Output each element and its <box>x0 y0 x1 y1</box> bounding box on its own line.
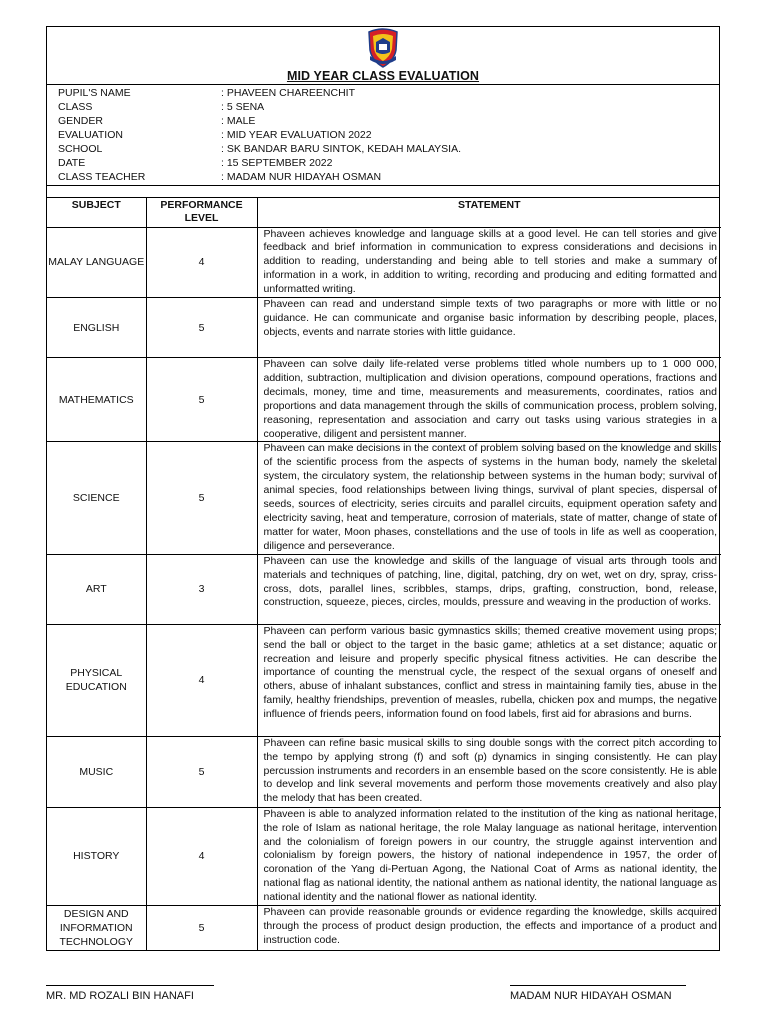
level-cell: 5 <box>146 736 257 807</box>
subject-cell: ENGLISH <box>47 298 146 358</box>
signature-left <box>46 985 214 1002</box>
subject-cell: ART <box>47 554 146 624</box>
info-label: DATE <box>58 157 86 169</box>
subject-cell: PHYSICAL EDUCATION <box>47 624 146 736</box>
level-cell: 5 <box>146 906 257 951</box>
statement-cell: Phaveen can read and understand simple texts of two paragraphs or more with little or no guidance. He can communicate and organise basic information by describing people, places, objects, events and narrate stories with little guidance. <box>257 298 721 358</box>
statement-cell: Phaveen can use the knowledge and skills of the language of visual arts through tools and materials and techniques of patching, line, digital, patching, dry on wet, wet on dry, spray, criss-cross, dots, parallel lines, scribbles, stamps, drips, grafting, construction, bond, release, construction, squeeze, pieces, circles, moulds, pressure and weaving in the production of works. <box>257 554 721 624</box>
statement-cell: Phaveen is able to analyzed information related to the institution of the king as national heritage, the role of Islam as national heritage, the role Malay language as national heritage, intervention and the colonialism of foreign powers in our country, the struggle against intervention and colonialism by foreign powers, the history of national independence in 1957, the order of coronation of the Yang di-Pertuan Agong, the National Coat of Arms as national identity, the national flag as national identity, the national anthem as national identity, the national language as national identity and the national flower as national identity. <box>257 807 721 905</box>
subject-cell: MALAY LANGUAGE <box>47 227 146 298</box>
subject-cell: DESIGN AND INFORMATION TECHNOLOGY <box>47 906 146 951</box>
info-row-date <box>58 156 719 170</box>
page-title: MID YEAR CLASS EVALUATION <box>286 69 480 83</box>
info-row-class-teacher <box>58 170 719 184</box>
signatory-name-right: MADAM NUR HIDAYAH OSMAN <box>510 990 672 1002</box>
info-label: SCHOOL <box>58 143 103 155</box>
info-label: GENDER <box>58 115 103 127</box>
subject-cell: HISTORY <box>47 807 146 905</box>
info-label: CLASS TEACHER <box>58 171 146 183</box>
subject-cell: MATHEMATICS <box>47 358 146 442</box>
school-crest-icon <box>366 28 400 68</box>
evaluation-table <box>47 198 721 950</box>
evaluation-sheet <box>46 26 720 951</box>
level-cell: 4 <box>146 624 257 736</box>
statement-cell: Phaveen can provide reasonable grounds or evidence regarding the knowledge, skills acquired through the process of product design production, the effects and importance of a product and instruction code. <box>257 906 721 951</box>
signature-right <box>510 985 686 1002</box>
subject-cell: MUSIC <box>47 736 146 807</box>
info-row-evaluation <box>58 128 719 142</box>
column-header-subject: SUBJECT <box>47 198 146 227</box>
info-label: EVALUATION <box>58 129 123 141</box>
info-row-class <box>58 100 719 114</box>
table-row <box>47 358 721 442</box>
table-row <box>47 906 721 951</box>
info-value: : MID YEAR EVALUATION 2022 <box>221 129 372 141</box>
statement-cell: Phaveen can solve daily life-related verse problems titled whole numbers up to 1 000 000, addition, subtraction, multiplication and division operations, compound operations, fractions and decimals, money, time and time, measurements and measurements, coordinates, ratios and proportions and data management through the skills of communication process, problem solving, reasoning, representation and association and carry out tasks using various strategies in a cooperative, diligent and persistent manner. <box>257 358 721 442</box>
level-cell: 3 <box>146 554 257 624</box>
column-header-statement: STATEMENT <box>257 198 721 227</box>
level-cell: 5 <box>146 442 257 554</box>
table-row <box>47 554 721 624</box>
table-row <box>47 624 721 736</box>
info-row-gender <box>58 114 719 128</box>
info-value: : MALE <box>221 115 256 127</box>
statement-cell: Phaveen achieves knowledge and language skills at a good level. He can tell stories and give feedback and brief information in communication to express considerations and decisions in addition to reading, understanding and being able to tell stories and make a summary of information in a work, in addition to writing, recording and producing and editing formatted and unformatted writing. <box>257 227 721 298</box>
info-value: : SK BANDAR BARU SINTOK, KEDAH MALAYSIA. <box>221 143 462 155</box>
info-label: PUPIL'S NAME <box>58 87 131 99</box>
statement-cell: Phaveen can make decisions in the context of problem solving based on the knowledge and skills of the scientific process from the aspects of systems in the human body, namely the skeletal system, the circulatory system, the relationship between systems in the human body; survival of animal species, food relationships between living things, survival of plant species, dispersal of seeds, sources of electricity, series circuits and parallel circuits, equipment operation safety and electricity saving, heat and temperature, corrosion of materials, state of matter, change of state of matter for water, Moon phases, constellations and the use of tools in life as well as cooperation, diligence and perseverance. <box>257 442 721 554</box>
table-row <box>47 442 721 554</box>
table-row <box>47 227 721 298</box>
signature-line <box>510 985 686 986</box>
spacer-row <box>47 186 719 198</box>
info-row-pupil-name <box>58 86 719 100</box>
info-value: : MADAM NUR HIDAYAH OSMAN <box>221 171 382 183</box>
table-header-row <box>47 198 721 227</box>
info-label: CLASS <box>58 101 93 113</box>
info-value: : 5 SENA <box>221 101 265 113</box>
level-cell: 4 <box>146 227 257 298</box>
table-row <box>47 736 721 807</box>
document-header <box>47 27 719 85</box>
subject-cell: SCIENCE <box>47 442 146 554</box>
statement-cell: Phaveen can perform various basic gymnastics skills; themed creative movement using props; send the ball or object to the target in the basic game; athletics at a set distance; aquatic or recreation and leisure and properly specific physical fitness activities. He can describe the importance of counting the menstrual cycle, the respect of the sexual organs of oneself and others, abuse of inhalant substances, conflict and stress in maintaining family ties, abuse in the family, healthy friendships, prevention of measles, rubella, chicken pox and mumps, the negative influence of friends peers, information found on food labels, first aid for abrasions and burns. <box>257 624 721 736</box>
info-value: : PHAVEEN CHAREENCHIT <box>221 87 355 99</box>
table-row <box>47 298 721 358</box>
level-cell: 4 <box>146 807 257 905</box>
column-header-performance-level: PERFORMANCE LEVEL <box>146 198 257 227</box>
info-value: : 15 SEPTEMBER 2022 <box>221 157 333 169</box>
info-row-school <box>58 142 719 156</box>
level-cell: 5 <box>146 358 257 442</box>
table-row <box>47 807 721 905</box>
pupil-info <box>47 85 719 186</box>
signature-line <box>46 985 214 986</box>
statement-cell: Phaveen can refine basic musical skills to sing double songs with the correct pitch according to the tempo by applying strong (f) and soft (p) dynamics in singing consistently. He can play percussion instruments and recorders in an ensemble based on the score consistently. He is able to develop and link several movements and perform those movements creatively and also play the melody that has been created. <box>257 736 721 807</box>
signatory-name-left: MR. MD ROZALI BIN HANAFI <box>46 990 194 1002</box>
level-cell: 5 <box>146 298 257 358</box>
